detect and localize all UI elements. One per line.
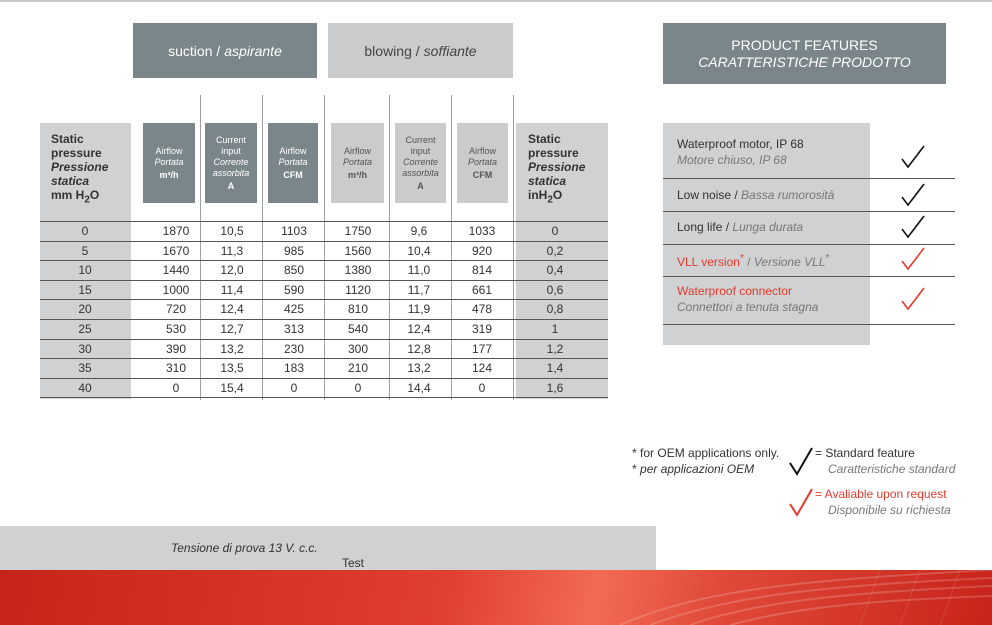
product-features-header (663, 23, 946, 84)
table-row (40, 320, 608, 340)
table-cell: 0 (172, 380, 180, 395)
unit: O (89, 188, 100, 202)
table-cell: 0,4 (546, 263, 564, 278)
table-cell: 810 (347, 302, 369, 317)
table-cell: 0,2 (546, 243, 564, 258)
table-cell: 15 (78, 282, 92, 297)
suction-airflow-cfm-header (268, 123, 318, 203)
asterisk: * (825, 253, 830, 264)
request-legend (815, 486, 951, 518)
header-line: pressure (51, 146, 102, 160)
unit: O (552, 188, 563, 202)
header-line-it: assorbita (402, 167, 439, 178)
table-cell: 177 (471, 341, 493, 356)
table-row (40, 340, 608, 360)
feature-label: Waterproof motor, IP 68 (677, 137, 804, 151)
table-cell: 5 (81, 243, 89, 258)
header-line: input (410, 145, 431, 156)
table-cell: 540 (347, 322, 369, 336)
header-line: pressure (528, 146, 579, 160)
feature-label-it: Versione VLL (753, 255, 826, 269)
standard-legend (815, 445, 955, 477)
suction-header: suction / aspirante (133, 23, 317, 78)
legend-label: = Standard feature (815, 446, 915, 460)
table-cell: 1,6 (546, 380, 564, 395)
blowing-label: blowing (364, 42, 412, 59)
static-pressure-mm-header (40, 123, 131, 221)
table-cell: 720 (165, 302, 187, 317)
feature-vll-version (677, 251, 829, 270)
table-cell: 10,5 (220, 224, 244, 238)
voltage-en: Test (342, 556, 365, 570)
header-line-it: Corrente (213, 156, 249, 167)
feature-long-life (677, 219, 803, 235)
suction-label-it: aspirante (224, 42, 282, 59)
feature-label: Waterproof connector (677, 284, 792, 298)
table-cell: 850 (283, 263, 305, 278)
table-cell: 15,4 (220, 380, 244, 395)
table-cell: 0 (551, 224, 559, 238)
table-cell: 0 (81, 224, 89, 238)
check-icon (900, 215, 926, 239)
unit: CFM (283, 169, 303, 180)
table-cell: 12,7 (220, 322, 244, 336)
table-cell: 14,4 (407, 380, 431, 395)
table-cell: 30 (78, 341, 92, 356)
note-text-it: per applicazioni OEM (640, 462, 755, 476)
separator: / (743, 255, 751, 269)
header-line: Static (528, 132, 561, 146)
table-row (40, 242, 608, 262)
table-row (40, 379, 608, 399)
note-text: for OEM applications only. (640, 446, 780, 460)
check-red-icon (900, 247, 926, 271)
table-cell: 12,0 (220, 263, 244, 278)
table-row (40, 222, 608, 242)
feature-label-it: Lunga durata (732, 220, 804, 234)
table-cell: 40 (78, 380, 92, 395)
header-line-it: Portata (278, 156, 308, 167)
table-cell: 11,4 (220, 282, 244, 297)
unit: A (417, 180, 424, 191)
header-line: Current (215, 134, 246, 145)
feature-label-it: Motore chiuso, IP 68 (677, 153, 787, 167)
blowing-airflow-m3h-header (331, 123, 384, 203)
table-cell: 425 (283, 302, 305, 317)
table-cell: 13,2 (220, 341, 244, 356)
test-voltage-bar (0, 526, 656, 570)
feature-low-noise (677, 187, 834, 203)
table-cell: 12,4 (220, 302, 244, 317)
feature-label-it: Bassa rumorosità (741, 188, 835, 202)
table-cell: 1750 (344, 224, 372, 238)
header-line-it: statica (528, 174, 567, 188)
header-line: input (221, 145, 241, 156)
unit: mm H (51, 188, 85, 202)
legend-label-it: Disponibile su richiesta (828, 503, 951, 517)
table-cell: 13,5 (220, 361, 244, 376)
asterisk: * (739, 253, 744, 264)
table-cell: 300 (347, 341, 369, 356)
blowing-label-it: soffiante (423, 42, 477, 59)
feature-label: VLL version (677, 255, 740, 269)
table-cell: 210 (347, 361, 369, 376)
table-row (40, 281, 608, 301)
table-cell: 985 (283, 243, 305, 258)
header-line-it: Corrente (402, 156, 438, 167)
feature-divider (663, 244, 955, 245)
table-cell: 1103 (281, 224, 307, 238)
request-check-icon (788, 487, 814, 517)
blowing-airflow-cfm-header (457, 123, 508, 203)
table-cell: 814 (471, 263, 493, 278)
table-row (40, 359, 608, 379)
table-cell: 11,7 (407, 282, 431, 297)
unit: A (227, 180, 235, 191)
legend-label-it: Caratteristiche standard (828, 462, 956, 476)
unit-sub: 2 (547, 194, 553, 206)
blowing-current-header (395, 123, 446, 203)
header-line-it: Pressione (51, 160, 109, 174)
table-cell: 25 (78, 322, 92, 336)
header-line-it: assorbita (212, 167, 250, 178)
header-line: Airflow (155, 145, 183, 156)
oem-note (632, 445, 779, 477)
table-cell: 230 (283, 341, 305, 356)
feature-label: Low noise / (677, 188, 738, 202)
suction-airflow-m3h-header (143, 123, 195, 203)
table-cell: 661 (471, 282, 493, 297)
feature-waterproof-connector (677, 283, 818, 315)
table-cell: 0,8 (546, 302, 564, 317)
table-cell: 590 (283, 282, 305, 297)
header-line-it: Portata (467, 156, 498, 167)
suction-current-header (205, 123, 257, 203)
table-cell: 310 (165, 361, 187, 376)
voltage-it: Tensione di prova 13 V. c.c. (171, 541, 318, 555)
header-line: Static (51, 132, 84, 146)
table-cell: 920 (471, 243, 493, 258)
table-cell: 11,0 (407, 263, 431, 278)
table-row (40, 300, 608, 320)
feature-label: Long life / (677, 220, 730, 234)
top-divider (0, 0, 992, 2)
table-cell: 1,2 (546, 341, 564, 356)
check-icon (900, 145, 926, 169)
table-cell: 0 (354, 380, 362, 395)
table-row (40, 261, 608, 281)
table-cell: 390 (165, 341, 187, 356)
features-title-it: CARATTERISTICHE PRODOTTO (698, 53, 911, 70)
table-cell: 124 (471, 361, 493, 376)
asterisk: * (632, 462, 637, 476)
table-cell: 1560 (344, 243, 372, 258)
suction-label: suction (168, 42, 213, 59)
table-cell: 1033 (468, 224, 496, 238)
header-line: Current (405, 134, 436, 145)
asterisk: * (632, 446, 637, 460)
header-line: Airflow (279, 145, 307, 156)
table-cell: 12,4 (407, 322, 431, 336)
table-cell: 10 (78, 263, 92, 278)
band-pattern (0, 570, 992, 625)
table-cell: 1000 (162, 282, 190, 297)
unit: inH (528, 188, 548, 202)
table-cell: 1,4 (546, 361, 564, 376)
feature-label-it: Connettori a tenuta stagna (677, 300, 819, 314)
table-cell: 1440 (162, 263, 190, 278)
test-voltage-text (171, 541, 365, 570)
header-line-it: Portata (154, 156, 184, 167)
table-cell: 1120 (345, 282, 371, 297)
table-cell: 0 (290, 380, 298, 395)
table-cell: 0,6 (546, 282, 564, 297)
feature-divider (663, 324, 955, 325)
unit: m³/h (348, 169, 367, 180)
header-line-it: Pressione (528, 160, 586, 174)
table-cell: 1870 (162, 224, 190, 238)
feature-divider (663, 211, 955, 212)
header-line-it: statica (51, 174, 90, 188)
table-cell: 313 (283, 322, 305, 336)
table-cell: 35 (78, 361, 92, 376)
table-cell: 12,8 (407, 341, 431, 356)
header-line: Airflow (468, 145, 496, 156)
blowing-header: blowing / soffiante (328, 23, 513, 78)
header-line-it: Portata (342, 156, 373, 167)
features-title: PRODUCT FEATURES (731, 36, 878, 53)
table-cell: 1670 (162, 243, 190, 258)
unit: m³/h (159, 169, 179, 180)
feature-waterproof-motor (677, 136, 804, 168)
unit: CFM (472, 169, 493, 180)
check-red-icon (900, 287, 926, 311)
legend-label: = Avaliable upon request (815, 487, 947, 501)
feature-divider (663, 178, 955, 179)
unit-sub: 2 (84, 194, 90, 206)
table-cell: 319 (471, 322, 493, 336)
header-line: Airflow (343, 145, 371, 156)
decorative-red-band (0, 570, 992, 625)
table-cell: 11,9 (407, 302, 431, 317)
table-cell: 20 (78, 302, 92, 317)
table-cell: 530 (165, 322, 187, 336)
standard-check-icon (788, 446, 814, 476)
table-cell: 10,4 (407, 243, 431, 258)
table-cell: 478 (471, 302, 493, 317)
static-pressure-inh2o-header (516, 123, 608, 221)
feature-divider (663, 276, 955, 277)
check-icon (900, 183, 926, 207)
table-cell: 11,3 (220, 243, 244, 258)
table-cell: 1380 (344, 263, 372, 278)
table-cell: 13,2 (407, 361, 431, 376)
table-cell: 183 (283, 361, 305, 376)
row-divider (40, 397, 608, 398)
table-cell: 1 (551, 322, 559, 336)
table-cell: 0 (478, 380, 486, 395)
table-cell: 9,6 (410, 224, 428, 238)
